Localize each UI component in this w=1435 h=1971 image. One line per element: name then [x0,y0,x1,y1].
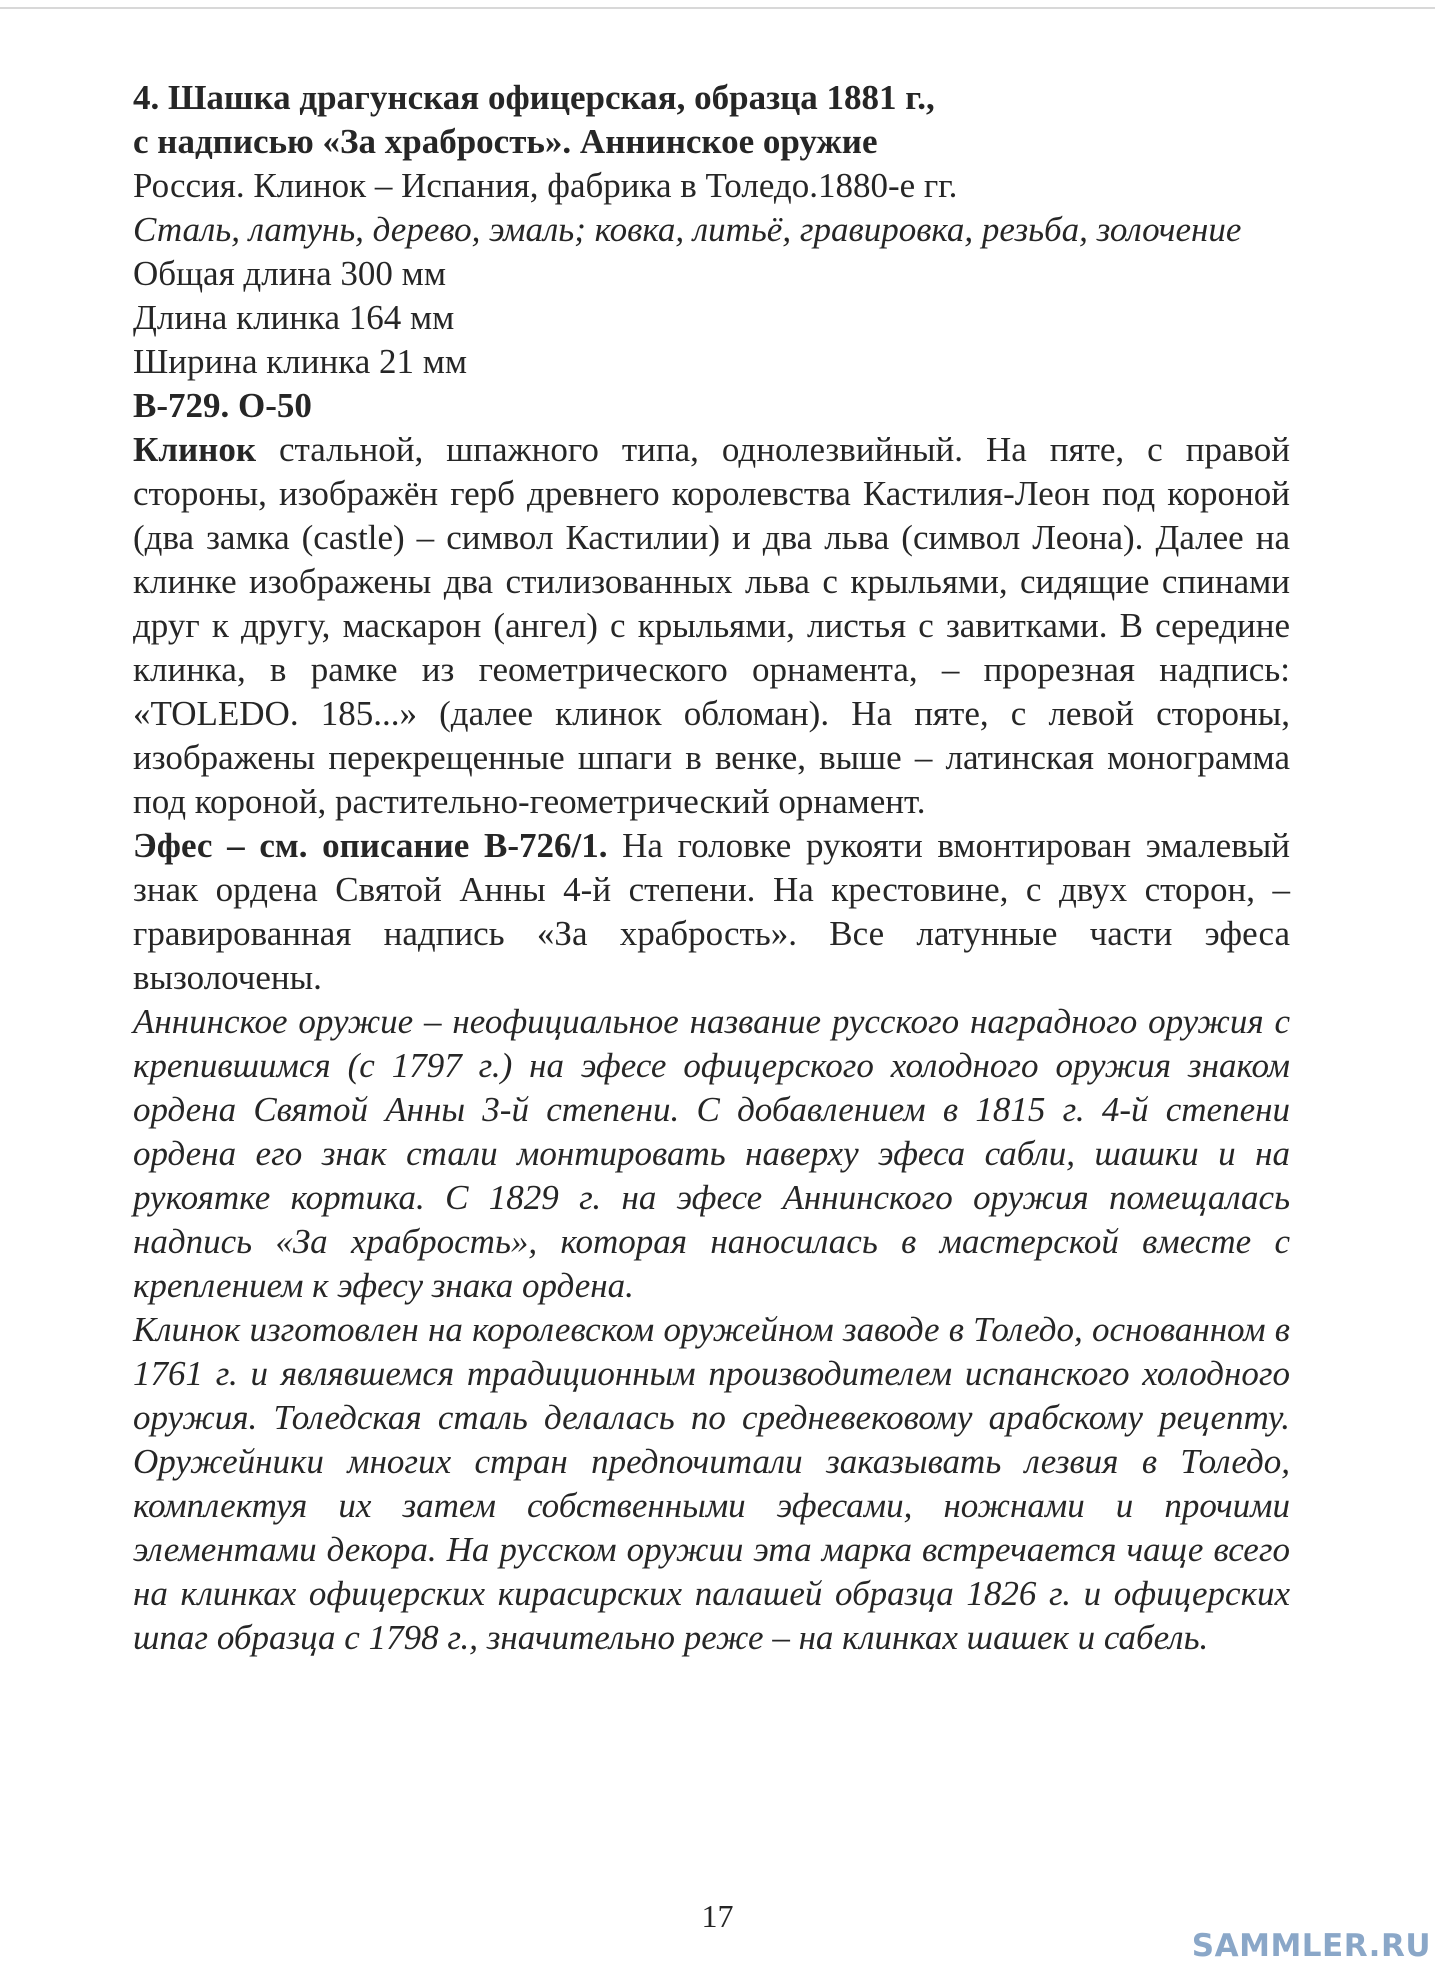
page-number: 17 [701,1898,734,1934]
origin-line: Россия. Клинок – Испания, фабрика в Толедо.1880-е гг. [133,166,958,205]
blade-width-line: Ширина клинка 21 мм [133,342,468,381]
blade-heading: Клинок [133,430,257,469]
site-watermark: SAMMLER.RU [1191,1928,1431,1964]
hilt-description [133,824,1290,1000]
toledo-blade-note: Клинок изготовлен на королевском оружейном заводе в Толедо, основанном в 1761 г. и являвшемся традиционным производителем испанского холодного оружия. Толедская сталь делалась по средневековому арабскому рецепту. Оружейники многих стран предпочитали заказывать лезвия в Толедо, комплектуя их затем собственными эфесами, ножнами и прочими элементами декора. На русском оружии эта марка встречается чаще всего на клинках офицерских кирасирских палашей образца 1826 г. и офицерских шпаг образца с 1798 г., значительно реже – на клинках шашек и сабель. [133,1310,1290,1657]
top-border-line [0,7,1435,9]
total-length-line: Общая длина 300 мм [133,254,446,293]
anna-weapon-note: Аннинское оружие – неофициальное название русского наградного оружия с крепившимся (с 1797 г.) на эфесе офицерского холодного оружия знаком ордена Святой Анны 3-й степени. С добавлением в 1815 г. 4-й степени ордена его знак стали монтировать наверху эфеса сабли, шашки и на рукоятке кортика. С 1829 г. на эфесе Аннинского оружия помещалась надпись «За храбрость», которая наносилась в мастерской вместе с креплением к эфесу знака ордена. [133,1002,1290,1305]
hilt-text: На головке рукояти вмонтирован эмалевый знак ордена Святой Анны 4-й степени. На крестовине, с двух сторон, – гравированная надпись «За храбрость». Все латунные части эфеса вызолочены. [133,826,1290,997]
article-title-line-2: с надписью «За храбрость». Аннинское оружие [133,122,878,161]
inventory-number: В-729. О-50 [133,386,312,425]
blade-text: стальной, шпажного типа, однолезвийный. На пяте, с правой стороны, изображён герб древнего королевства Кастилия-Леон под короной (два замка (castle) – символ Кастилии) и два льва (символ Леона). Далее на клинке изображены два стилизованных льва с крыльями, сидящие спинами друг к другу, маскарон (ангел) с крыльями, листья с завитками. В середине клинка, в рамке из геометрического орнамента, – прорезная надпись: «TOLEDO. 185...» (далее клинок обломан). На пяте, с левой стороны, изображены перекрещенные шпаги в венке, выше – латинская монограмма под короной, растительно-геометрический орнамент. [133,430,1290,821]
article-title-line-1: 4. Шашка драгунская офицерская, образца 1881 г., [133,78,935,117]
blade-description [133,428,1290,824]
blade-length-line: Длина клинка 164 мм [133,298,455,337]
materials-line: Сталь, латунь, дерево, эмаль; ковка, литьё, гравировка, резьба, золочение [133,210,1242,249]
hilt-heading: Эфес – см. описание В-726/1. [133,826,608,865]
article-body [133,76,1290,1660]
